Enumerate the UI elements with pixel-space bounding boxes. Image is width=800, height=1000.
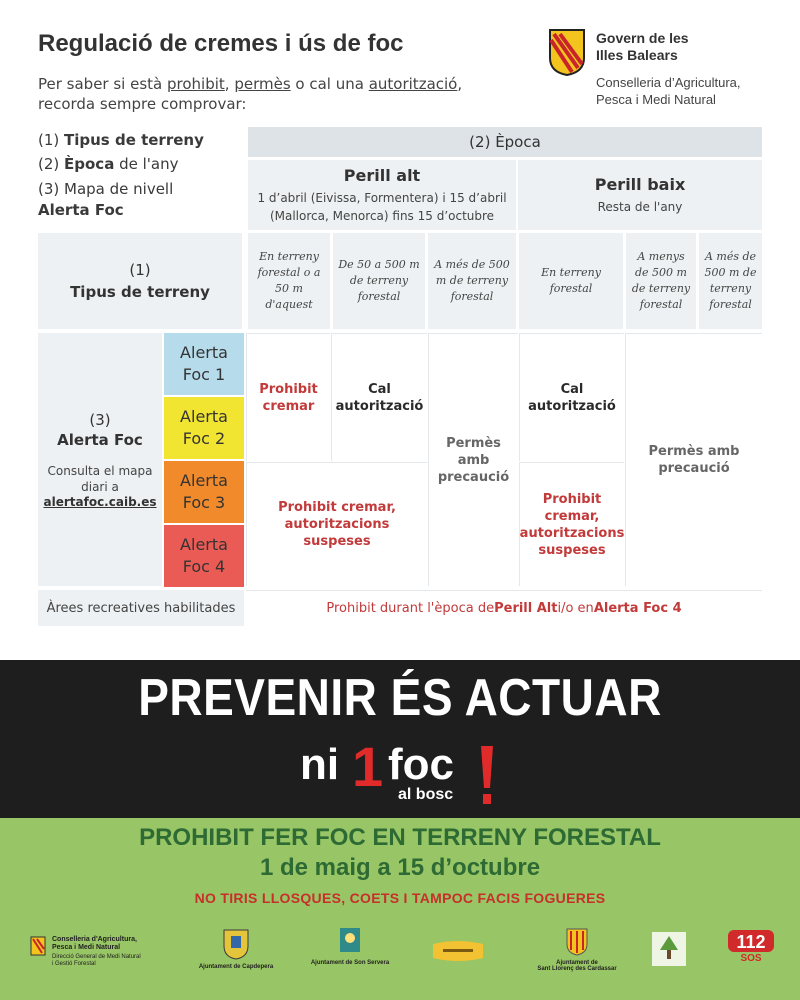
perill-baix-sub: Resta de l'any <box>597 199 683 214</box>
govern-logo <box>548 28 788 113</box>
capdepera-caption: Ajuntament de Capdepera <box>198 964 274 970</box>
cell-prohibit-suspeses-baix: Prohibit cremar, autoritzacions suspeses <box>519 462 624 586</box>
crest-icon <box>565 926 589 956</box>
column-header: A més de 500 m de terreny forestal <box>428 233 516 329</box>
alerta-note: Consulta el mapa diari a <box>47 463 153 494</box>
crest-icon <box>222 926 250 960</box>
alerta-num: (3) <box>89 410 111 429</box>
intro-pre: Per saber si està <box>38 75 168 93</box>
ni1foc-logo <box>300 735 520 810</box>
tree-icon <box>652 932 686 966</box>
legend-item-2 <box>38 152 248 176</box>
perill-baix-title: Perill baix <box>594 174 686 194</box>
alerta-label: Alerta Foc <box>57 430 143 449</box>
ajuntament-logo-3 <box>428 940 488 964</box>
legend-3-label: Alerta Foc <box>38 201 124 219</box>
footer-conselleria-title: Conselleria d'Agricultura, Pesca i Medi Natural <box>52 936 137 951</box>
column-header: A més de 500 m de terreny forestal <box>699 233 762 329</box>
intro-text <box>38 74 538 114</box>
alerta-level-2: Alerta Foc 2 <box>164 397 244 459</box>
legend <box>38 128 248 221</box>
slogan: PREVENIR ÉS ACTUAR <box>138 667 662 727</box>
sant-llorenc-caption: Ajuntament de Sant Llorenç des Cardassar <box>537 960 617 972</box>
son-servera-caption: Ajuntament de Son Servera <box>310 960 390 966</box>
column-header: De 50 a 500 m de terreny forestal <box>333 233 425 329</box>
sos-text: SOS <box>740 953 762 964</box>
sant-llorenc-logo <box>532 926 622 972</box>
son-servera-logo <box>308 926 392 966</box>
govern-name: Govern de les Illes Balears <box>596 30 689 63</box>
alerta-level-1: Alerta Foc 1 <box>164 333 244 395</box>
tipus-label: Tipus de terreny <box>70 283 210 301</box>
exclamation-icon <box>480 744 494 806</box>
conselleria-name: Conselleria d’Agricultura, Pesca i Medi Natural <box>596 75 741 107</box>
intro-sep: , <box>224 75 235 93</box>
legend-1-label: Tipus de terreny <box>64 131 204 149</box>
arees-alerta-4: Alerta Foc 4 <box>593 601 682 616</box>
prohibition-band <box>0 818 800 1000</box>
logo-one: 1 <box>352 735 384 798</box>
cell-permes-precaucio-baix: Permès amb precaució <box>625 333 762 586</box>
column-header: En terreny forestal <box>519 233 623 329</box>
alerta-link[interactable]: alertafoc.caib.es <box>43 494 157 509</box>
logo-foc: foc <box>388 740 454 789</box>
column-header: A menys de 500 m de terreny forestal <box>626 233 696 329</box>
intro-line2: recorda sempre comprovar: <box>38 95 247 113</box>
perill-alt-header <box>248 160 516 230</box>
emergency-112-logo <box>728 930 774 964</box>
epoca-header: (2) Època <box>248 127 762 157</box>
intro-autoritzacio: autorització <box>368 75 458 93</box>
footer-logos <box>0 926 800 1000</box>
cell-cal-autoritzacio-alt: Cal autorització <box>331 333 427 461</box>
arees-pre: Prohibit durant l'època de <box>326 601 495 616</box>
intro-prohibit: prohibit <box>167 75 225 93</box>
intro-permes: permès <box>234 75 291 93</box>
forestal-logo <box>650 932 688 968</box>
shield-icon <box>548 28 586 76</box>
column-header: En terreny forestal o a 50 m d'aquest <box>248 233 330 329</box>
legend-3-text: (3) Mapa de nivell <box>38 180 174 198</box>
sos-number: 112 <box>728 930 774 952</box>
alerta-level-3: Alerta Foc 3 <box>164 461 244 523</box>
page-title: Regulació de cremes i ús de foc <box>38 30 404 57</box>
crest-icon <box>336 926 364 956</box>
legend-item-1 <box>38 128 248 152</box>
perill-baix-header <box>518 160 762 230</box>
tipus-terreny-header <box>38 233 242 329</box>
legend-2-rest: de l'any <box>114 155 179 173</box>
perill-alt-title: Perill alt <box>343 165 421 185</box>
capdepera-logo <box>196 926 276 970</box>
intro-post: , <box>457 75 463 93</box>
tipus-num: (1) <box>129 261 151 279</box>
legend-2-label: Època <box>64 155 115 173</box>
prohibition-title: PROHIBIT FER FOC EN TERRENY FORESTAL <box>139 824 661 851</box>
town-logo-icon <box>431 940 485 962</box>
cell-prohibit-suspeses-alt: Prohibit cremar, autoritzacions suspeses <box>246 462 427 586</box>
legend-2-num: (2) <box>38 155 65 173</box>
perill-alt-line2: (Mallorca, Menorca) fins 15 d’octubre <box>269 208 495 223</box>
legend-1-num: (1) <box>38 131 65 149</box>
footer-conselleria-sub: Direcció General de Medi Natural i Gestió Forestal <box>52 954 141 967</box>
arees-recreatives-rule <box>246 590 762 626</box>
legend-item-3 <box>38 179 248 221</box>
logo-ni: ni <box>300 740 340 789</box>
cell-cal-autoritzacio-baix: Cal autorització <box>519 333 624 461</box>
arees-perill-alt: Perill Alt <box>494 601 558 616</box>
perill-alt-line1: 1 d’abril (Eivissa, Formentera) i 15 d’abril <box>257 190 507 205</box>
shield-icon <box>30 936 46 956</box>
cell-permes-precaucio-alt: Permès amb precaució <box>428 333 518 586</box>
arees-recreatives-label: Àrees recreatives habilitades <box>38 590 244 626</box>
prohibition-warning: NO TIRIS LLOSQUES, COETS I TAMPOC FACIS FOGUERES <box>194 890 606 906</box>
cell-prohibit-cremar: Prohibit cremar <box>246 333 330 461</box>
intro-mid: o cal una <box>290 75 369 93</box>
campaign-banner <box>0 660 800 818</box>
prohibition-dates: 1 de maig a 15 d’octubre <box>259 854 541 881</box>
alerta-foc-header <box>38 333 162 586</box>
alerta-level-4: Alerta Foc 4 <box>164 525 244 587</box>
arees-mid: i/o en <box>557 601 594 616</box>
logo-bosc: al bosc <box>398 786 454 803</box>
